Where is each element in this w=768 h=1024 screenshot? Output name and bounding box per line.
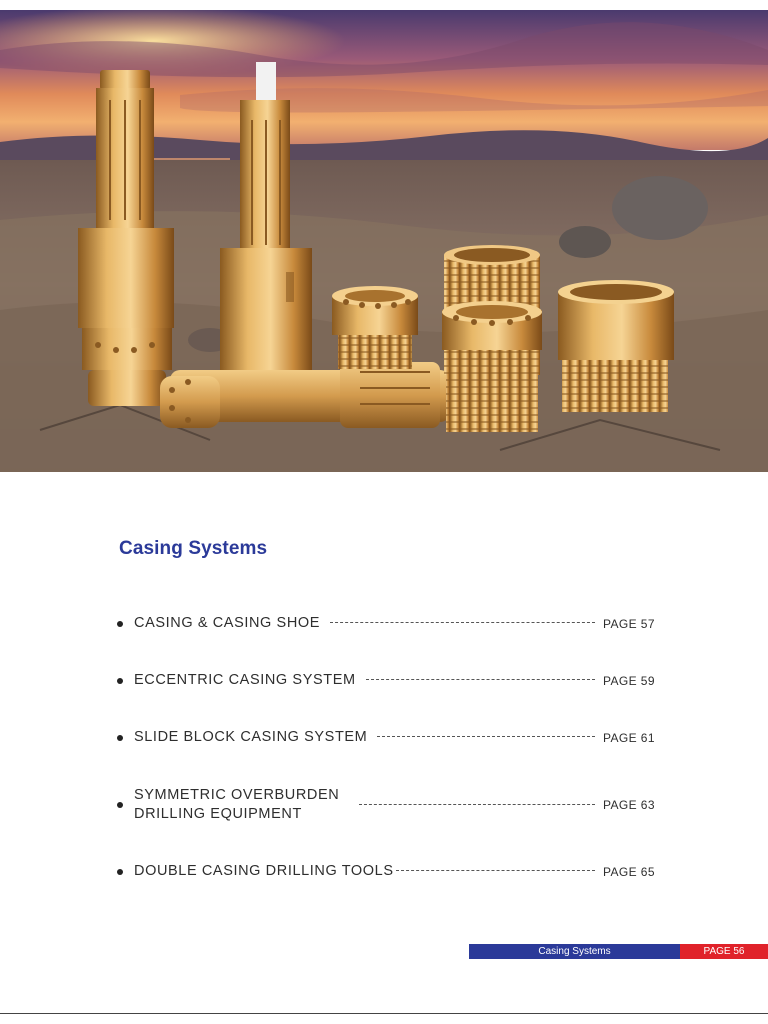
toc-item-label: ECCENTRIC CASING SYSTEM (134, 672, 356, 688)
toc-item-slide-block[interactable] (117, 728, 657, 747)
toc-leader (396, 870, 595, 871)
bullet-icon (117, 678, 123, 684)
toc-leader (366, 679, 595, 680)
bullet-icon (117, 735, 123, 741)
toc-item-page: PAGE 61 (603, 730, 655, 745)
toc-leader (330, 622, 595, 623)
footer-rule (0, 1013, 768, 1014)
footer-page-number: PAGE 56 (680, 944, 768, 959)
hero-illustration (0, 10, 768, 472)
toc-item-page: PAGE 57 (603, 616, 655, 631)
toc-leader (377, 736, 595, 737)
toc-item-label: CASING & CASING SHOE (134, 615, 321, 631)
toc-item-page: PAGE 65 (603, 864, 655, 879)
bullet-icon (117, 802, 123, 808)
toc-item-double-casing[interactable] (117, 862, 657, 881)
bullet-icon (117, 621, 123, 627)
section-title: Casing Systems (119, 538, 268, 559)
toc-item-page: PAGE 59 (603, 673, 655, 688)
bullet-icon (117, 869, 123, 875)
toc-item-label: SYMMETRIC OVERBURDEN DRILLING EQUIPMENT (134, 787, 340, 822)
toc-item-casing-shoe[interactable] (117, 614, 657, 633)
footer-section-label: Casing Systems (469, 944, 680, 959)
hero-photo (0, 10, 768, 472)
toc-leader (359, 804, 595, 805)
toc-item-page: PAGE 63 (603, 798, 655, 812)
toc-item-label: SLIDE BLOCK CASING SYSTEM (134, 729, 368, 745)
toc-item-label: DOUBLE CASING DRILLING TOOLS (134, 863, 394, 879)
toc-item-eccentric[interactable] (117, 671, 657, 690)
toc-item-symmetric[interactable] (117, 786, 657, 824)
